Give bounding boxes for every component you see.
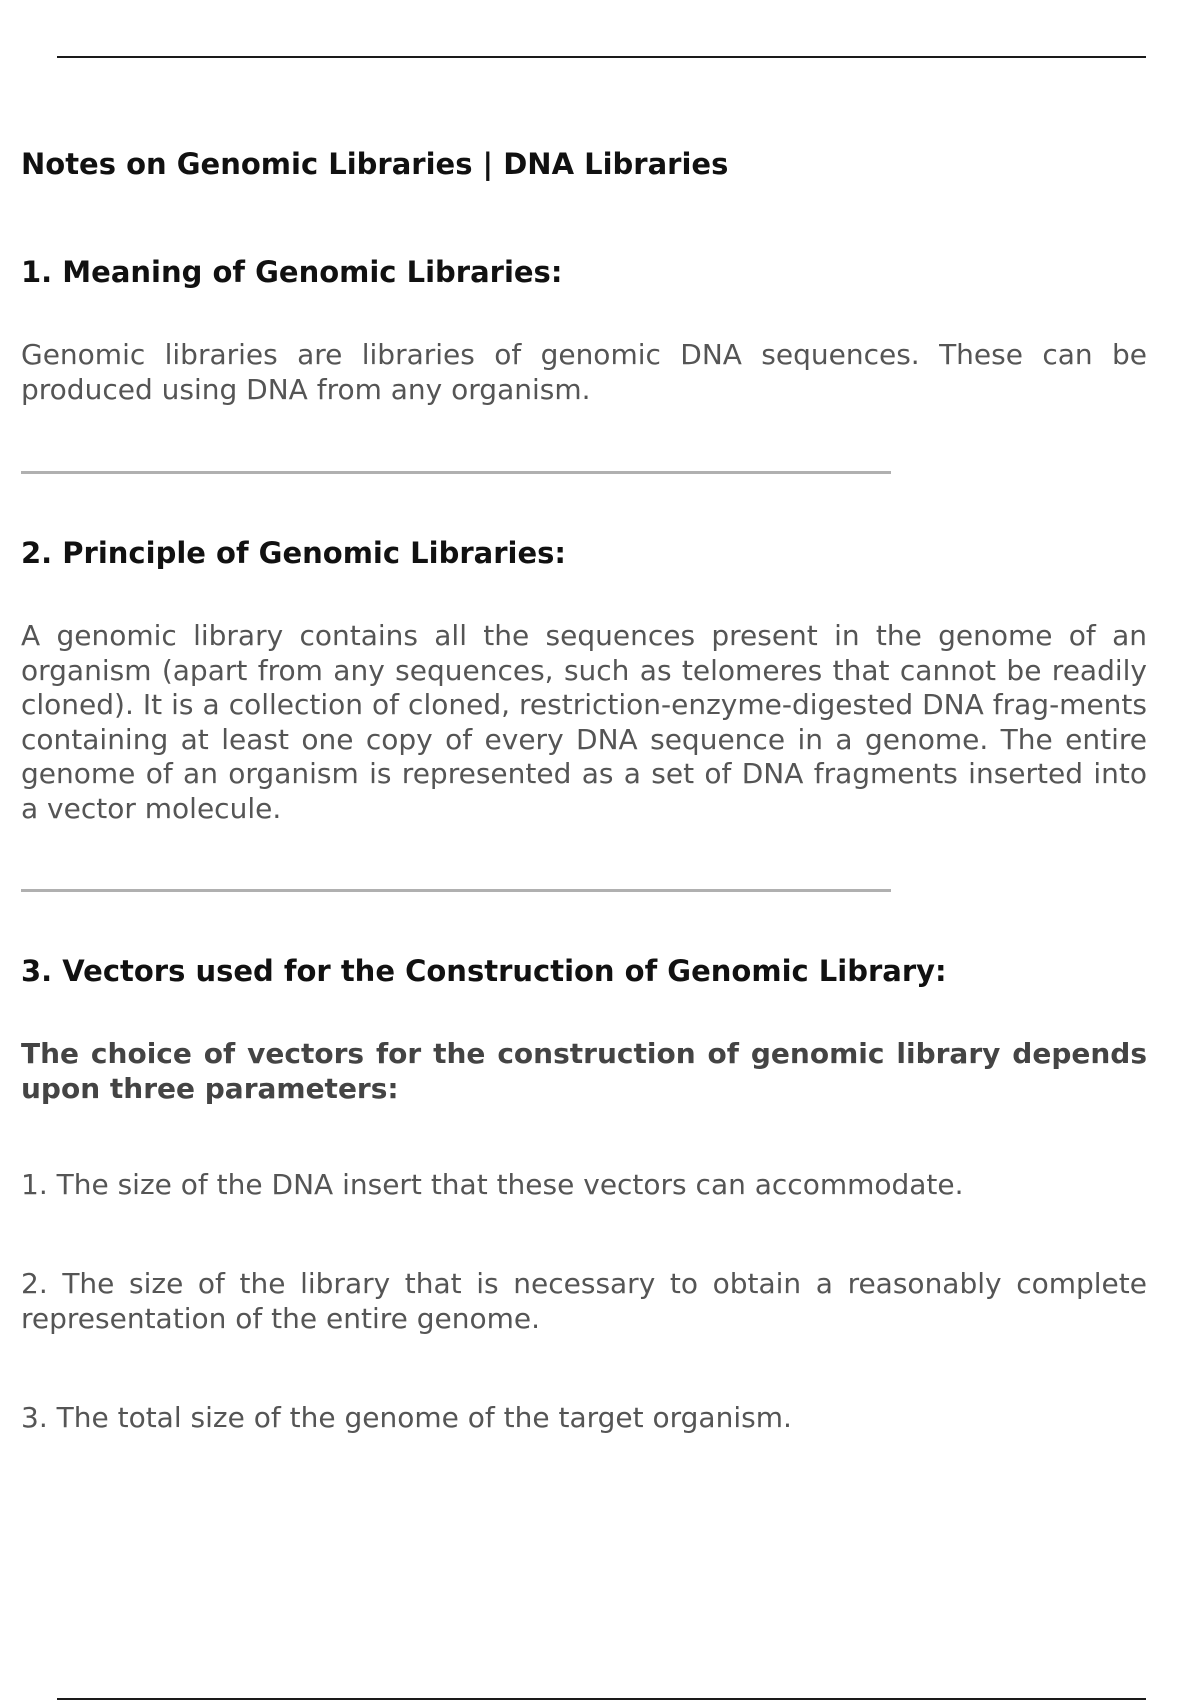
paragraph-vectors-intro: The choice of vectors for the construction of genomic library depends upon three parameters: [21,1037,1147,1105]
section-heading-vectors: 3. Vectors used for the Construction of Genomic Library: [21,954,947,988]
top-rule [57,56,1146,58]
section-divider [21,471,891,474]
paragraph-principle: A genomic library contains all the sequences present in the genome of an organism (apart from any sequences, such as telomeres that cannot be readily cloned). It is a collection of cloned, restriction-enzyme-digested DNA frag-ments containing at least one copy of every DNA sequence in a genome. The entire genome of an organism is represented as a set of DNA fragments inserted into a vector molecule. [21,619,1147,825]
paragraph-meaning: Genomic libraries are libraries of genomic DNA sequences. These can be produced using DNA from any organism. [21,338,1147,406]
section-divider [21,889,891,892]
list-item-parameter-3: 3. The total size of the genome of the target organism. [21,1401,792,1434]
section-heading-meaning: 1. Meaning of Genomic Libraries: [21,255,563,289]
document-title: Notes on Genomic Libraries | DNA Libraries [21,147,729,181]
section-heading-principle: 2. Principle of Genomic Libraries: [21,536,566,570]
list-item-parameter-1: 1. The size of the DNA insert that these vectors can accommodate. [21,1168,964,1201]
list-item-parameter-2: 2. The size of the library that is necessary to obtain a reasonably complete representation of the entire genome. [21,1267,1147,1335]
